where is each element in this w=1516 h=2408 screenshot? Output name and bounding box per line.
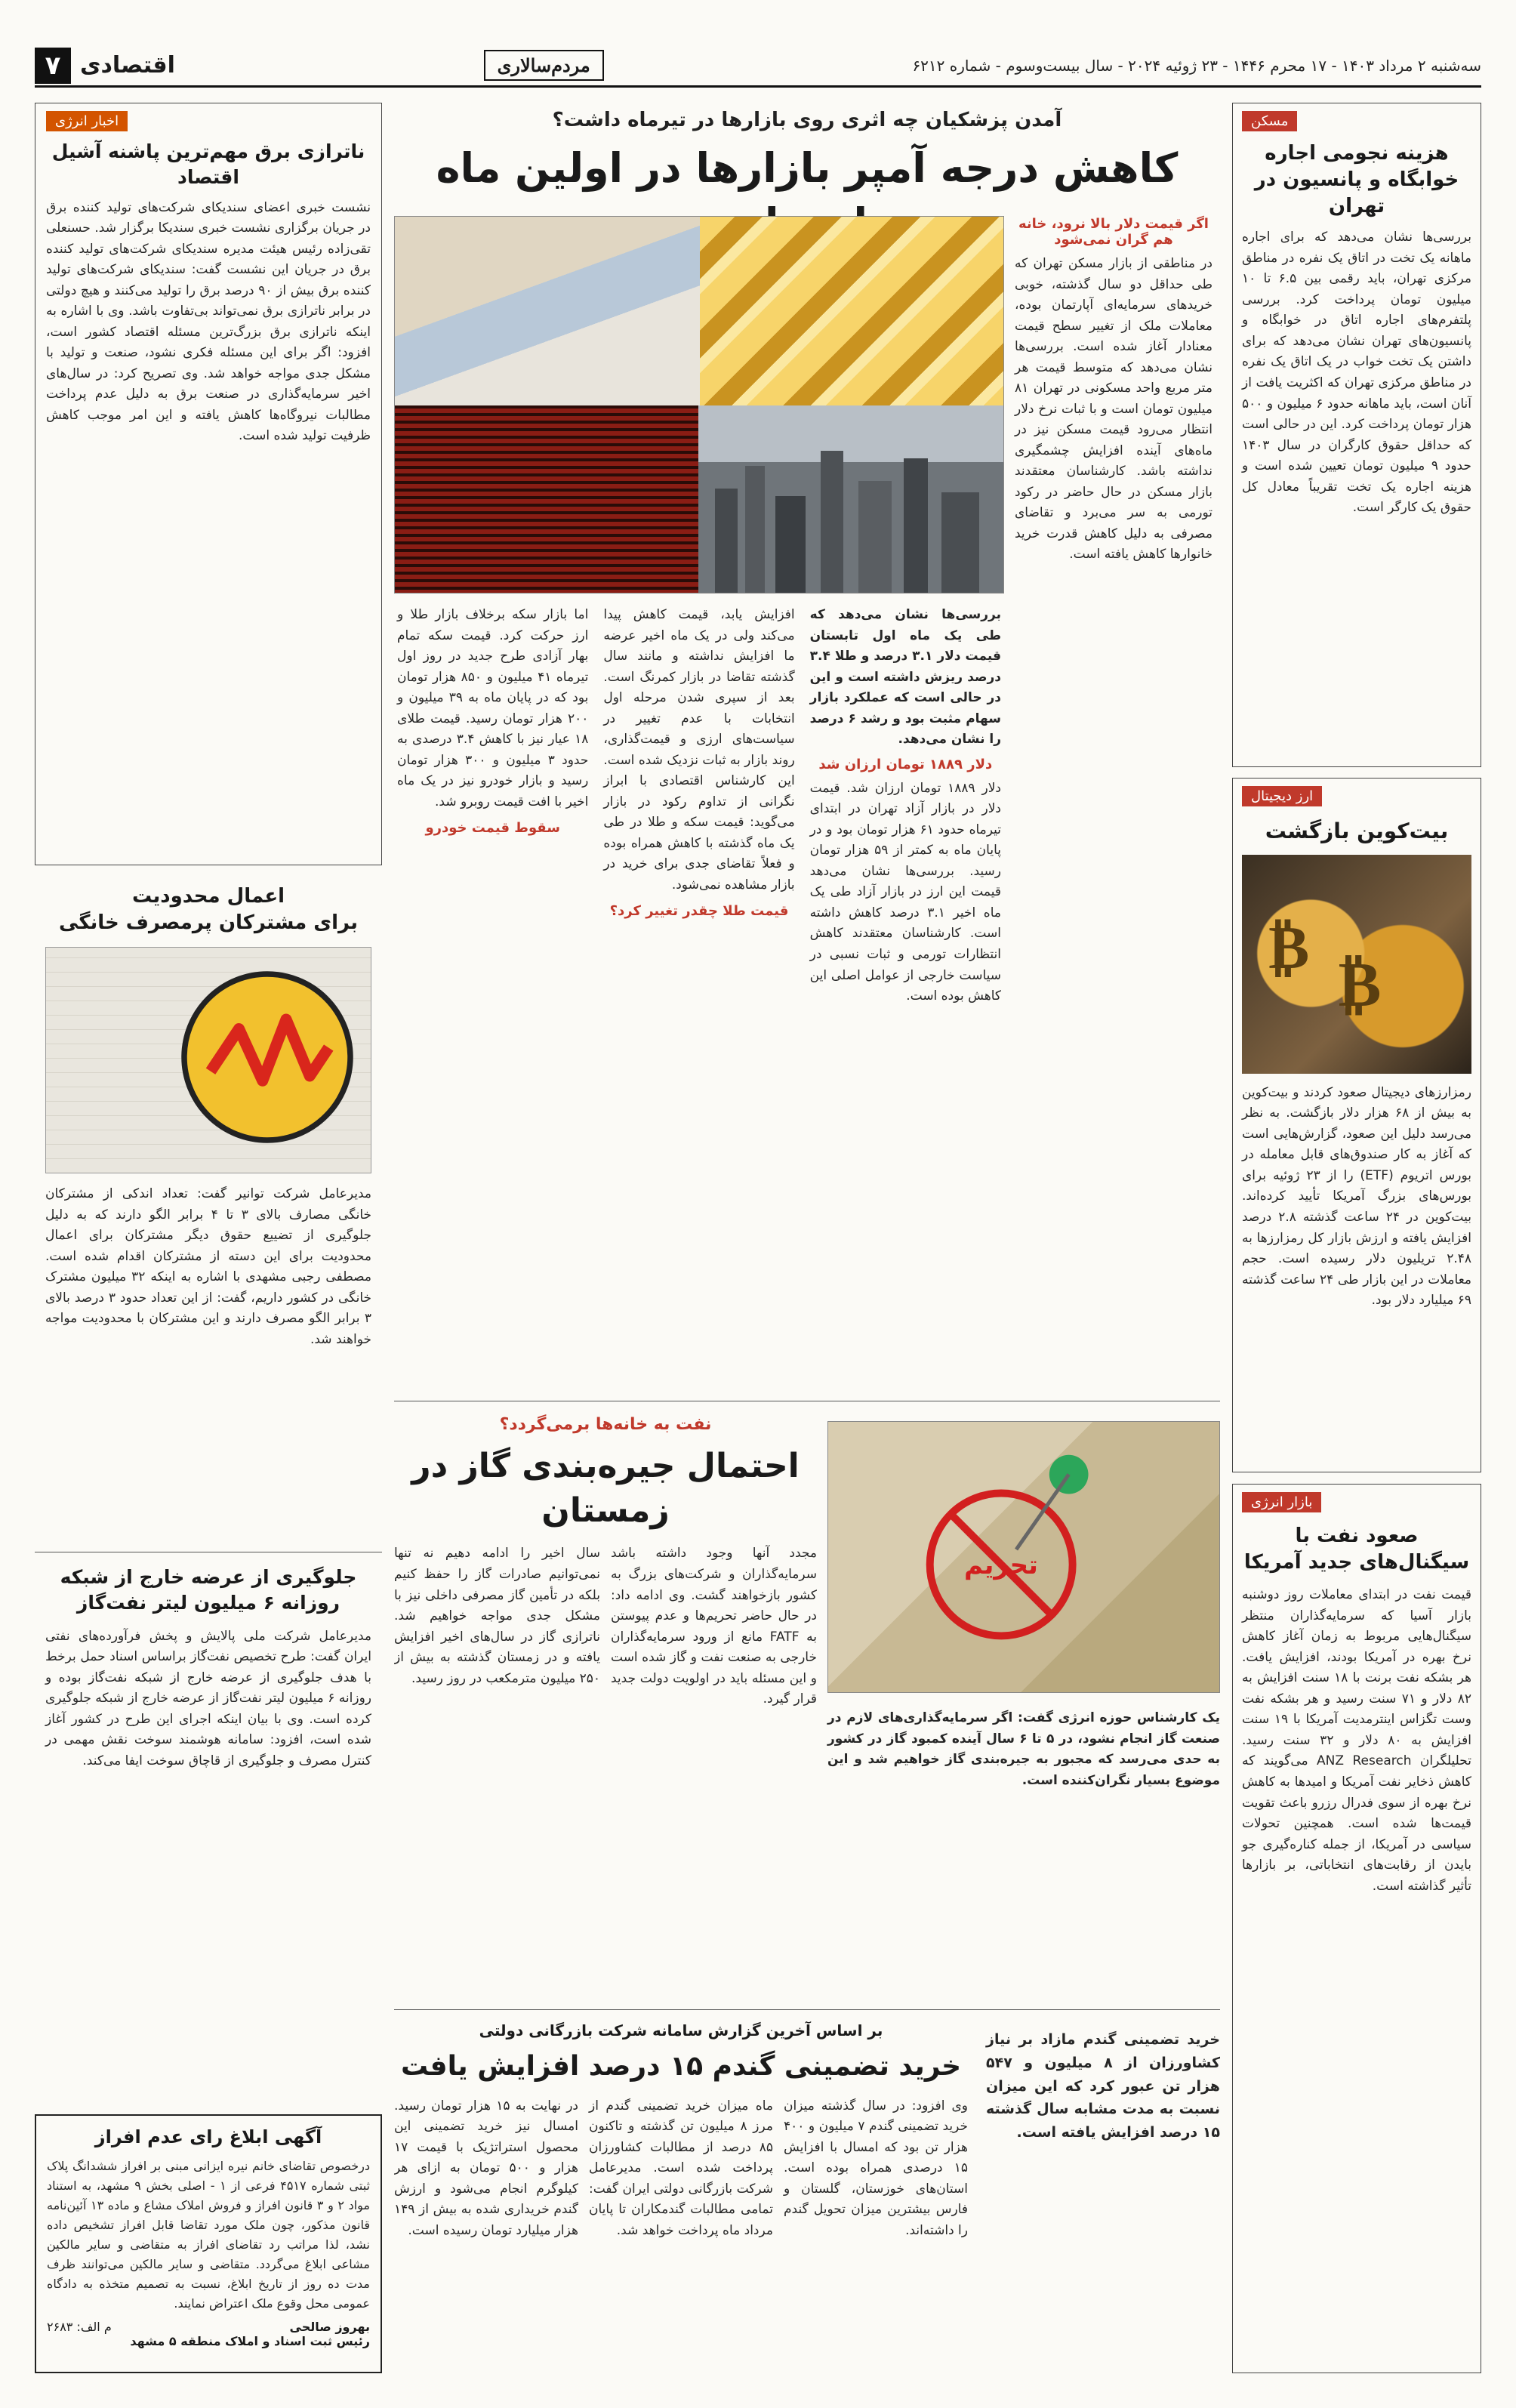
svg-text:₿: ₿ bbox=[1268, 911, 1310, 982]
main-col-dollar bbox=[807, 605, 1004, 1398]
wheat-col2: ماه میزان خرید تضمینی گندم از مرز ۸ میلیون تن گذشته و تاکنون ۸۵ درصد از مطالبات کشاورزان پرداخت شده است. مدیرعامل شرکت بازرگانی دولتی ایران گفت: تمامی مطالبات گندمکاران تا پایان مرداد ماه پرداخت خواهد شد. bbox=[589, 2098, 773, 2238]
notice-code: م الف: ۲۶۸۳ bbox=[47, 2319, 112, 2334]
notice-body: درخصوص تقاضای خانم نیره ایزانی مبنی بر افراز ششدانگ پلاک ثبتی شماره ۴۵۱۷ فرعی از ۱ - اصلی بخش ۹ مشهد، به استناد مواد ۲ و ۳ قانون افراز و فروش املاک مشاع و ماده ۱۳ آئین‌نامه قانون مذکور، چون ملک مورد تقاضا قابل افراز تشخیص داده نشد، لذا مراتب رد تقاضای افراز به متقاضی و سایر مالکین مشاعی ابلاغ می‌گردد. متقاضی و سایر مالکین می‌توانند ظرف مدت ده روز از تاریخ ابلاغ، نسبت به تصمیم متخذه به دادگاه عمومی محل وقوع ملک اعتراض نمایند. bbox=[47, 2159, 371, 2311]
bitcoin-article bbox=[1232, 778, 1481, 1472]
bitcoin-photo bbox=[1242, 855, 1471, 1074]
sanctions-map-photo bbox=[827, 1421, 1220, 1693]
sanctions-label: تحریم bbox=[964, 1550, 1038, 1580]
wheat-kicker: بر اساس آخرین گزارش سامانه شرکت بازرگانی دولتی bbox=[479, 2021, 883, 2040]
oil-headline: صعود نفت با سیگنال‌های جدید آمریکا bbox=[1243, 1525, 1470, 1574]
masthead-logo-wrap bbox=[484, 50, 604, 81]
notice-headline: آگهی ابلاغ رای عدم افراز bbox=[94, 2126, 322, 2147]
restriction-body: مدیرعامل شرکت توانیر گفت: تعداد اندکی از مشترکان خانگی مصارف بالای ۳ تا ۴ برابر الگو دارند که به دلیل جلوگیری از تضییع حقوق دیگر مشترکان برای اعمال محدودیت برای این دسته از مشترکان اقدام شده است. مصطفی رجبی مشهدی با اشاره به اینکه ۳۲ میلیون مشترک خانگی در کشور داریم، گفت: از این تعداد حدود ۳ درصد بالای ۳ برابر الگو مصرف دارند و این مشترکان با محدودیت مواجه خواهند شد. bbox=[45, 1186, 372, 1347]
main-sub-gold: قیمت طلا چقدر تغییر کرد؟ bbox=[609, 903, 789, 920]
main-kicker: آمدن پزشکیان چه اثری روی بازارها در تیرماه داشت؟ bbox=[552, 109, 1062, 131]
main-article bbox=[394, 103, 1220, 1401]
main-sub-housing: اگر قیمت دلار بالا نرود، خانه هم گران نمی‌شود bbox=[1018, 216, 1209, 248]
gas-headline: احتمال جیره‌بندی گاز در زمستان bbox=[411, 1446, 800, 1531]
bitcoin-coin-icon bbox=[1242, 855, 1471, 1074]
restriction-headline-2: برای مشترکان پرمصرف خانگی bbox=[59, 911, 358, 935]
notice-signer-title: رئیس ثبت اسناد و املاک منطقه ۵ مشهد bbox=[130, 2333, 370, 2348]
housing-headline: هزینه نجومی اجاره خوابگاه و پانسیون در تهران bbox=[1254, 142, 1459, 218]
housing-article bbox=[1232, 103, 1481, 767]
main-col1-text: افزایش یابد، قیمت کاهش پیدا می‌کند ولی در یک ماه اخیر عرضه ما افزایش نداشته و مانند سال گذشته تقاضا در بازار کمرنگ است. بعد از سپری شدن مرحله اول انتخابات با عدم تغییر در سیاست‌های ارزی و قیمت‌گذاری، روند بازار به ثبات نزدیک شده است. این کارشناس اقتصادی با ابراز نگرانی از تداوم رکود در بازار می‌گوید: قیمت سکه و طلا در طی یک ماه گذشته با کاهش همراه بوده و فعلاً تقاضای جدی برای خرید در بازار مشاهده نمی‌شود. bbox=[603, 607, 795, 893]
oil-article bbox=[1232, 1484, 1481, 2373]
main-col-gold bbox=[600, 605, 797, 1398]
wheat-headline: خرید تضمینی گندم ۱۵ درصد افزایش یافت bbox=[400, 2051, 962, 2082]
newspaper-logo: مردم‌سالاری bbox=[484, 50, 604, 81]
bitcoin-body: رمزارزهای دیجیتال صعود کردند و بیت‌کوین به بیش از ۶۸ هزار دلار بازگشت. به نظر می‌رسد دلیل این صعود، گزارش‌هایی است که آغاز به کار صندوق‌های قابل معامله در بورس اتریوم (ETF) را از ۲۳ ژوئیه برای بورس‌های بزرگ آمریکا تأیید کرده‌اند. بیت‌کوین در ۲۴ ساعت گذشته ۲.۸ درصد افزایش یافته و ارزش بازار کل رمزارزها به ۲.۴۸ تریلیون دلار رسیده است. حجم معاملات در این بازار طی ۲۴ ساعت گذشته ۶۹ میلیارد دلار بود. bbox=[1242, 1084, 1472, 1309]
diesel-headline-2: روزانه ۶ میلیون لیتر نفت‌گاز bbox=[76, 1591, 340, 1614]
power-tag: اخبار انرژی bbox=[46, 111, 128, 131]
gas-col1: سال اخیر را ادامه دهیم نه تنها نمی‌توانیم صادرات گاز را حفظ کنیم بلکه در تأمین گاز مصرفی داخلی نیز با مشکل جدی مواجه خواهیم شد. ناترازی گاز در سال‌های اخیر افزایش یافته و در زمستان گذشته به بیش از ۲۵۰ میلیون مترمکعب در روز رسید. bbox=[394, 1546, 600, 1686]
housing-tag: مسکن bbox=[1242, 111, 1297, 131]
main-col3-text: اما بازار سکه برخلاف بازار طلا و ارز حرکت کرد. قیمت سکه تمام بهار آزادی طرح جدید در روز اول تیرماه ۴۱ میلیون و ۸۵۰ هزار تومان بود که در پایان ماه به ۳۹ میلیون و ۲۰۰ هزار تومان رسید. قیمت طلای ۱۸ عیار نیز با کاهش ۳.۴ درصدی به حدود ۳ میلیون و ۳۰۰ هزار تومان رسید و بازار خودرو نیز در یک ماه اخیر با افت قیمت روبرو شد. bbox=[397, 607, 589, 809]
diesel-body: مدیرعامل شرکت ملی پالایش و پخش فرآورده‌های نفتی ایران گفت: طرح تخصیص نفت‌گاز براساس اسناد حمل برخط با هدف جلوگیری از عرضه خارج از شبکه نفت‌گاز بوده و روزانه ۶ میلیون لیتر نفت‌گاز از عرضه خارج از شبکه جلوگیری کرده است. وی با بیان اینکه اجرای این طرح در کشور آغاز شده است، افزود: سامانه هوشمند سوخت نقش مهمی در کنترل مصرف و جلوگیری از قاچاق سوخت ایفا می‌کند. bbox=[45, 1628, 371, 1768]
restriction-headline-1: اعمال محدودیت bbox=[131, 885, 285, 908]
masthead-date: سه‌شنبه ۲ مرداد ۱۴۰۳ - ۱۷ محرم ۱۴۴۶ - ۲۳ ژوئیه ۲۰۲۴ - سال بیست‌وسوم - شماره ۶۲۱۲ bbox=[912, 56, 1481, 75]
diesel-headline-1: جلوگیری از عرضه خارج از شبکه bbox=[60, 1566, 357, 1588]
main-headline: کاهش درجه آمپر بازارها در اولین ماه bbox=[436, 144, 1179, 193]
wheat-col3: وی افزود: در سال گذشته میزان خرید تضمینی گندم ۷ میلیون و ۴۰۰ هزار تن بود که امسال با افزایش ۱۵ درصدی همراه بوده است. استان‌های خوزستان، گلستان و فارس بیشترین میزان تحویل گندم را داشته‌اند. bbox=[784, 2098, 968, 2238]
masthead bbox=[35, 45, 1481, 88]
main-col2-text: دلار ۱۸۸۹ تومان ارزان شد. قیمت دلار در بازار آزاد تهران در ابتدای تیرماه حدود ۶۱ هزار تومان بود و در پایان ماه به کمتر از ۵۹ هزار تومان رسید. بررسی‌ها نشان می‌دهد قیمت این ارز در بازار آزاد طی یک ماه اخیر ۳.۱ درصد کاهش داشته است. کارشناسان معتقدند کاهش انتظارات تورمی و ثبات نسبی در سیاست خارجی از عوامل اصلی این کاهش بوده است. bbox=[809, 780, 1001, 1004]
power-company-logo-icon bbox=[173, 963, 362, 1152]
power-article bbox=[35, 103, 382, 865]
skyline-icon bbox=[698, 405, 1003, 594]
money-calculator-photo bbox=[395, 217, 700, 405]
page-number: ۷ bbox=[35, 48, 71, 84]
main-sub-dollar: دلار ۱۸۸۹ تومان ارزان شد bbox=[818, 756, 993, 772]
power-body: نشست خبری اعضای سندیکای شرکت‌های تولید کننده برق در جریان برگزاری نشست خبری سندیکا برگزار شد. حسنعلی تقی‌زاده رئیس هیئت مدیره سندیکای شرکت‌های تولید کننده برق در جریان این نشست گفت: سندیکای شرکت‌های تولید کننده برق بیش از ۹۰ درصد برق را تولید می‌کنند و هیچ دولتی در برابر ناترازی برق نمی‌تواند بی‌تفاوت باشد. وی با اشاره به اینکه ناترازی برق بزرگ‌ترین مسئله اقتصاد کشور است، افزود: اگر برای این مسئله فکری نشود، صنعت و تولید با مشکل جدی مواجه خواهد شد. وی تصریح کرد: در سال‌های اخیر سرمایه‌گذاری در صنعت برق به دلیل عدم پرداخت مطالبات نیروگاه‌ها کاهش یافته و این امر موجب کاهش ظرفیت تولید شده است. bbox=[46, 199, 371, 444]
gold-bars-photo bbox=[698, 217, 1003, 405]
wheat-col1: در نهایت به ۱۵ هزار تومان رسید. امسال نیز خرید تضمینی این محصول استراتژیک با قیمت ۱۷ هزار و ۵۰۰ تومان به ازای هر کیلوگرم انجام می‌شود و ارزش گندم خریداری شده به بیش از ۱۴۹ هزار میلیارد تومان رسیده است. bbox=[394, 2098, 578, 2238]
main-sub-car: سقوط قیمت خودرو bbox=[425, 820, 560, 837]
main-col4-text: در مناطقی از بازار مسکن تهران که طی حداقل دو سال گذشته، خوبی خریدهای سرمایه‌ای آپارتمان بوده، معاملات ملک از تغییر سطح قیمت معنادار آغاز شده است. بررسی‌ها نشان می‌دهد که متوسط قیمت هر متر مربع واحد مسکونی در تهران ۸۱ میلیون تومان است و با ثبات نرخ دلار انتظار می‌رود قیمت مسکن نیز در ماه‌های آینده افزایش چشمگیری نداشته باشد. کارشناسان معتقدند بازار مسکن در حال حاضر در رکود تورمی به سر می‌برد و تقاضای مصرفی به دلیل کاهش قدرت خرید خانوارها کاهش یافته است. bbox=[1015, 256, 1212, 563]
diesel-article bbox=[35, 1552, 382, 2103]
wheat-article bbox=[394, 2021, 1220, 2373]
main-lead: بررسی‌ها نشان می‌دهد که طی یک ماه اول تابستان قیمت دلار ۳.۱ درصد و طلا ۳.۴ درصد ریزش داشته است و این در حالی است که عملکرد بازار سهام مثبت بود و رشد ۶ درصد را نشان می‌دهد. bbox=[809, 607, 1001, 748]
svg-text:₿: ₿ bbox=[1338, 947, 1382, 1021]
power-headline: ناترازی برق مهم‌ترین پاشنه آشیل اقتصاد bbox=[51, 140, 365, 188]
city-skyline-photo bbox=[698, 405, 1003, 594]
bitcoin-tag: ارز دیجیتال bbox=[1242, 786, 1322, 806]
gas-kicker: نفت به خانه‌ها برمی‌گردد؟ bbox=[499, 1415, 712, 1434]
bitcoin-headline: بیت‌کوین بازگشت bbox=[1265, 819, 1449, 843]
restriction-article bbox=[35, 876, 382, 1540]
wheat-lead: خرید تضمینی گندم مازاد بر نیاز کشاورزان از ۸ میلیون و ۵۴۷ هزار تن عبور کرد که این میزان نسبت به مدت مشابه سال گذشته ۱۵ درصد افزایش یافته است. bbox=[986, 2031, 1220, 2141]
legal-notice bbox=[35, 2114, 382, 2373]
gas-col2: مجدد آنها وجود داشته باشد سرمایه‌گذاران و شرکت‌های بزرگ به کشور بازخواهند گشت. وی ادامه داد: در حال حاضر تحریم‌ها و عدم پیوستن به FATF مانع از ورود سرمایه‌گذاران خارجی به صنعت نفت و گاز شده است و این مسئله باید در اولویت دولت جدید قرار گیرد. bbox=[611, 1546, 817, 1707]
section-title: اقتصادی bbox=[80, 52, 175, 79]
main-col-car bbox=[394, 605, 591, 1398]
main-photo-collage bbox=[394, 216, 1004, 594]
main-housing-col bbox=[1015, 216, 1220, 1394]
oil-tag: بازار انرژی bbox=[1242, 1492, 1321, 1512]
gas-article bbox=[394, 1414, 1220, 2010]
masthead-section bbox=[35, 48, 175, 84]
housing-body: بررسی‌ها نشان می‌دهد که برای اجاره ماهانه یک تخت در اتاق یک نفره در مناطق مرکزی تهران، باید رقمی بین ۶.۵ تا ۱۰ میلیون تومان پرداخت کرد. بررسی پلتفرم‌های اجاره اتاق در خوابگاه و پانسیون‌های تهران نشان می‌دهد که برای داشتن یک تخت خواب در یک اتاق یک نفره در مناطق مرکزی تهران که اکثریت یافت از آنان است، باید ماهانه حدود ۶ میلیون و ۵۰۰ هزار تومان پرداخت کرد. این در حالی است که حداقل حقوق کارگران در سال ۱۴۰۳ حدود ۹ میلیون تومان تعیین شده است و هزینه اجاره یک تخت تقریباً معادل کل حقوق یک کارگر است. bbox=[1242, 230, 1471, 516]
main-lower-columns bbox=[394, 605, 1004, 1398]
notice-signer: بهروز صالحی bbox=[289, 2319, 370, 2334]
oil-body: قیمت نفت در ابتدای معاملات روز دوشنبه بازار آسیا که سرمایه‌گذاران منتظر سیگنال‌هایی مربوط به زمان آغاز کاهش نرخ بهره در آمریکا بودند، افزایش یافت. هر بشکه نفت برنت با ۱۸ سنت افزایش به ۸۲ دلار و ۷۱ سنت رسید و هر بشکه نفت وست تگزاس اینترمدیت آمریکا با ۱۹ سنت افزایش به ۸۰ دلار و ۳۲ سنت رسید. تحلیلگران ANZ Research می‌گویند که کاهش ذخایر نفت آمریکا و امیدها به کاهش نرخ بهره از سوی فدرال رزرو باعث تقویت قیمت‌ها شده است. همچنین تحولات سیاسی در آمریکا، از جمله کناره‌گیری جو بایدن از رقابت‌های انتخاباتی، بر بازارها تأثیر گذاشته است. bbox=[1242, 1587, 1472, 1894]
electricity-bill-photo bbox=[45, 947, 371, 1173]
gas-lead: یک کارشناس حوزه انرژی گفت: اگر سرمایه‌گذاری‌های لازم در صنعت گاز انجام نشود، در ۵ تا ۶ سال آینده کمبود گاز در کشور به حدی می‌رسد که مجبور به جیره‌بندی گاز خواهیم شد و این موضوع بسیار نگران‌کننده است. bbox=[827, 1710, 1220, 1788]
stock-exchange-photo bbox=[395, 405, 700, 594]
